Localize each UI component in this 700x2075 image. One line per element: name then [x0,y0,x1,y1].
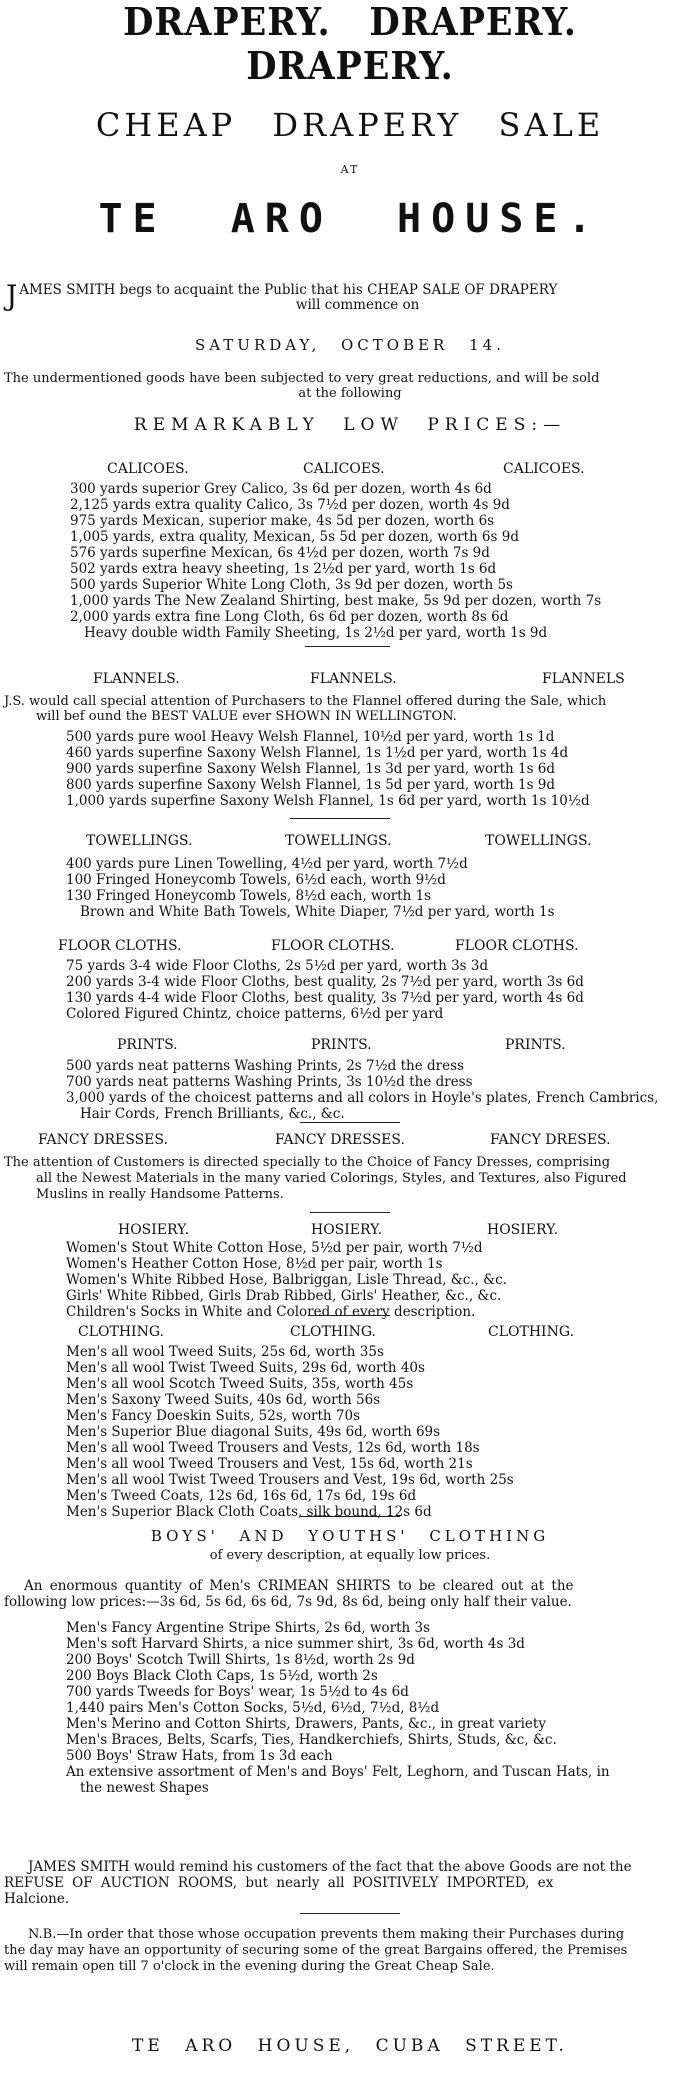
calico-item: 2,000 yards extra fine Long Cloth, 6s 6d per dozen, worth 8s 6d [70,609,509,625]
towelling-item: 400 yards pure Linen Towelling, 4½d per yard, worth 7½d [66,856,468,872]
floor-cloth-item: 130 yards 4-4 wide Floor Cloths, best quality, 3s 7½d per yard, worth 4s 6d [66,990,584,1006]
floor-cloths-heading: FLOOR CLOTHS. [271,938,395,954]
calico-item: 1,005 yards, extra quality, Mexican, 5s 5d per dozen, worth 6s 9d [70,529,519,545]
clothing-heading: CLOTHING. [78,1324,164,1340]
flannels-heading: FLANNELS. [93,671,180,687]
at-label: AT [340,163,360,176]
sale-title: CHEAP DRAPERY SALE [95,106,605,144]
nb-line-2: the day may have an opportunity of securing some of the great Bargains offered, the Premises [4,1943,628,1958]
boys-item: Men's Fancy Argentine Stripe Shirts, 2s 6d, worth 3s [66,1620,431,1636]
towellings-heading: TOWELLINGS. [86,833,193,849]
clothing-heading: CLOTHING. [488,1324,574,1340]
low-prices-heading: REMARKABLY LOW PRICES:— [133,415,567,435]
flannels-note-1: J.S. would call special attention of Purchasers to the Flannel offered during the Sale, which [4,694,607,709]
towelling-item: Brown and White Bath Towels, White Diaper, 7½d per yard, worth 1s [80,904,555,920]
divider [290,818,390,819]
calicoes-heading: CALICOES. [303,461,385,477]
divider [300,1122,400,1123]
print-item: Hair Cords, French Brilliants, &c., &c. [80,1106,345,1122]
flannels-note-2: will bef ound the BEST VALUE ever SHOWN IN WELLINGTON. [36,709,457,724]
flannel-item: 460 yards superfine Saxony Welsh Flannel, 1s 1½d per yard, worth 1s 4d [66,745,569,761]
nb-line-3: will remain open till 7 o'clock in the evening during the Great Cheap Sale. [4,1959,495,1974]
divider [310,1212,390,1213]
towellings-heading: TOWELLINGS. [485,833,592,849]
boys-item: 500 Boys' Straw Hats, from 1s 3d each [66,1748,333,1764]
crimean-line-1: An enormous quantity of Men's CRIMEAN SHIRTS to be cleared out at the [24,1578,574,1594]
prints-heading: PRINTS. [505,1037,566,1053]
divider [305,646,390,647]
clothing-item: Men's all wool Tweed Trousers and Vests, 12s 6d, worth 18s [66,1440,480,1456]
calico-item: 2,125 yards extra quality Calico, 3s 7½d per dozen, worth 4s 9d [70,497,510,513]
hosiery-item: Women's Heather Cotton Hose, 8½d per pair, worth 1s [66,1256,443,1272]
clothing-item: Men's all wool Twist Tweed Suits, 29s 6d, worth 40s [66,1360,425,1376]
fancy-dresses-heading: FANCY DRESES. [490,1132,611,1148]
calico-item: 1,000 yards The New Zealand Shirting, best make, 5s 9d per dozen, worth 7s [70,593,602,609]
hosiery-item: Women's White Ribbed Hose, Balbriggan, Lisle Thread, &c., &c. [66,1272,508,1288]
calico-item: Heavy double width Family Sheeting, 1s 2½d per yard, worth 1s 9d [84,625,548,641]
hosiery-item: Children's Socks in White and Colored of every description. [66,1304,476,1320]
flannels-heading: FLANNELS. [310,671,397,687]
drapery-banner: DRAPERY. DRAPERY. DRAPERY. [123,0,577,88]
sale-date: SATURDAY, OCTOBER 14. [195,336,505,354]
hosiery-heading: HOSIERY. [118,1222,190,1238]
towelling-item: 100 Fringed Honeycomb Towels, 6½d each, worth 9½d [66,872,446,888]
calico-item: 500 yards Superior White Long Cloth, 3s 9d per dozen, worth 5s [70,577,513,593]
flannels-heading: FLANNELS [542,671,625,687]
intro-paragraph [6,279,696,313]
fancy-text-2: all the Newest Materials in the many varied Colorings, Styles, and Textures, also Figured [36,1171,627,1186]
boys-item: Men's Merino and Cotton Shirts, Drawers, Pants, &c., in great variety [66,1716,546,1732]
prints-heading: PRINTS. [311,1037,372,1053]
remind-line-1: JAMES SMITH would remind his customers of the fact that the above Goods are not the [28,1859,632,1875]
calico-item: 975 yards Mexican, superior make, 4s 5d per dozen, worth 6s [70,513,495,529]
boys-item: Men's Braces, Belts, Scarfs, Ties, Handkerchiefs, Shirts, Studs, &c, &c. [66,1732,557,1748]
clothing-item: Men's Superior Blue diagonal Suits, 49s 6d, worth 69s [66,1424,441,1440]
boys-item: 700 yards Tweeds for Boys' wear, 1s 5½d to 4s 6d [66,1684,409,1700]
clothing-item: Men's all wool Twist Tweed Trousers and Vest, 19s 6d, worth 25s [66,1472,514,1488]
divider [300,1516,400,1517]
nb-line-1: N.B.—In order that those whose occupation prevents them making their Purchases during [28,1927,625,1942]
crimean-line-2: following low prices:—3s 6d, 5s 6d, 6s 6d, 7s 9d, 8s 6d, being only half their value. [4,1594,572,1610]
reduction-line-1: The undermentioned goods have been subjected to very great reductions, and will be sold [4,371,600,386]
floor-cloths-heading: FLOOR CLOTHS. [455,938,579,954]
print-item: 3,000 yards of the choicest patterns and all colors in Hoyle's plates, French Cambrics, [66,1090,659,1106]
calico-item: 576 yards superfine Mexican, 6s 4½d per dozen, worth 7s 9d [70,545,490,561]
clothing-item: Men's Saxony Tweed Suits, 40s 6d, worth 56s [66,1392,381,1408]
clothing-item: Men's Superior Black Cloth Coats, silk bound, 12s 6d [66,1504,432,1520]
boys-item: 200 Boys Black Cloth Caps, 1s 5½d, worth 2s [66,1668,378,1684]
fancy-text-3: Muslins in really Handsome Patterns. [36,1187,284,1202]
flannel-item: 800 yards superfine Saxony Welsh Flannel, 1s 5d per yard, worth 1s 9d [66,777,556,793]
divider [300,1913,400,1914]
fancy-dresses-heading: FANCY DRESSES. [275,1132,405,1148]
hosiery-heading: HOSIERY. [487,1222,559,1238]
house-title: TE ARO HOUSE. [98,196,602,242]
fancy-text-1: The attention of Customers is directed specially to the Choice of Fancy Dresses, comprising [4,1155,611,1170]
floor-cloths-heading: FLOOR CLOTHS. [58,938,182,954]
footer-address: TE ARO HOUSE, CUBA STREET. [132,2036,568,2056]
calicoes-heading: CALICOES. [503,461,585,477]
towelling-item: 130 Fringed Honeycomb Towels, 8½d each, worth 1s [66,888,432,904]
boys-subheading: of every description, at equally low prices. [209,1548,491,1563]
boys-item: 1,440 pairs Men's Cotton Socks, 5½d, 6½d, 7½d, 8½d [66,1700,440,1716]
boys-heading: BOYS' AND YOUTHS' CLOTHING [150,1527,550,1545]
calico-item: 502 yards extra heavy sheeting, 1s 2½d per yard, worth 1s 6d [70,561,497,577]
remind-line-3: Halcione. [4,1891,70,1907]
print-item: 500 yards neat patterns Washing Prints, 2s 7½d the dress [66,1058,464,1074]
towellings-heading: TOWELLINGS. [285,833,392,849]
hosiery-item: Women's Stout White Cotton Hose, 5½d per pair, worth 7½d [66,1240,483,1256]
boys-item: 200 Boys' Scotch Twill Shirts, 1s 8½d, worth 2s 9d [66,1652,415,1668]
clothing-item: Men's all wool Scotch Tweed Suits, 35s, worth 45s [66,1376,414,1392]
remind-line-2: REFUSE OF AUCTION ROOMS, but nearly all POSITIVELY IMPORTED, ex [4,1875,554,1891]
clothing-item: Men's all wool Tweed Trousers and Vest, 15s 6d, worth 21s [66,1456,473,1472]
floor-cloth-item: Colored Figured Chintz, choice patterns, 6½d per yard [66,1006,444,1022]
divider [310,1315,390,1316]
fancy-dresses-heading: FANCY DRESSES. [38,1132,168,1148]
clothing-item: Men's all wool Tweed Suits, 25s 6d, worth 35s [66,1344,384,1360]
prints-heading: PRINTS. [117,1037,178,1053]
hosiery-item: Girls' White Ribbed, Girls Drab Ribbed, Girls' Heather, &c., &c. [66,1288,502,1304]
clothing-heading: CLOTHING. [290,1324,376,1340]
boys-item: the newest Shapes [80,1780,209,1796]
reduction-line-2: at the following [298,386,402,401]
boys-item: Men's soft Harvard Shirts, a nice summer shirt, 3s 6d, worth 4s 3d [66,1636,525,1652]
drop-cap: J [6,279,18,312]
flannel-item: 500 yards pure wool Heavy Welsh Flannel, 10½d per yard, worth 1s 1d [66,729,555,745]
intro-line-1: AMES SMITH begs to acquaint the Public that his CHEAP SALE OF DRAPERY [19,282,558,298]
flannel-item: 1,000 yards superfine Saxony Welsh Flannel, 1s 6d per yard, worth 1s 10½d [66,793,590,809]
calicoes-heading: CALICOES. [107,461,189,477]
flannel-item: 900 yards superfine Saxony Welsh Flannel, 1s 3d per yard, worth 1s 6d [66,761,556,777]
floor-cloth-item: 75 yards 3-4 wide Floor Cloths, 2s 5½d per yard, worth 3s 3d [66,958,489,974]
calico-item: 300 yards superior Grey Calico, 3s 6d per dozen, worth 4s 6d [70,481,492,497]
intro-line-2: will commence on [295,297,420,313]
floor-cloth-item: 200 yards 3-4 wide Floor Cloths, best quality, 2s 7½d per yard, worth 3s 6d [66,974,584,990]
print-item: 700 yards neat patterns Washing Prints, 3s 10½d the dress [66,1074,473,1090]
clothing-item: Men's Fancy Doeskin Suits, 52s, worth 70s [66,1408,361,1424]
clothing-item: Men's Tweed Coats, 12s 6d, 16s 6d, 17s 6d, 19s 6d [66,1488,417,1504]
hosiery-heading: HOSIERY. [311,1222,383,1238]
boys-item: An extensive assortment of Men's and Boys' Felt, Leghorn, and Tuscan Hats, in [66,1764,610,1780]
